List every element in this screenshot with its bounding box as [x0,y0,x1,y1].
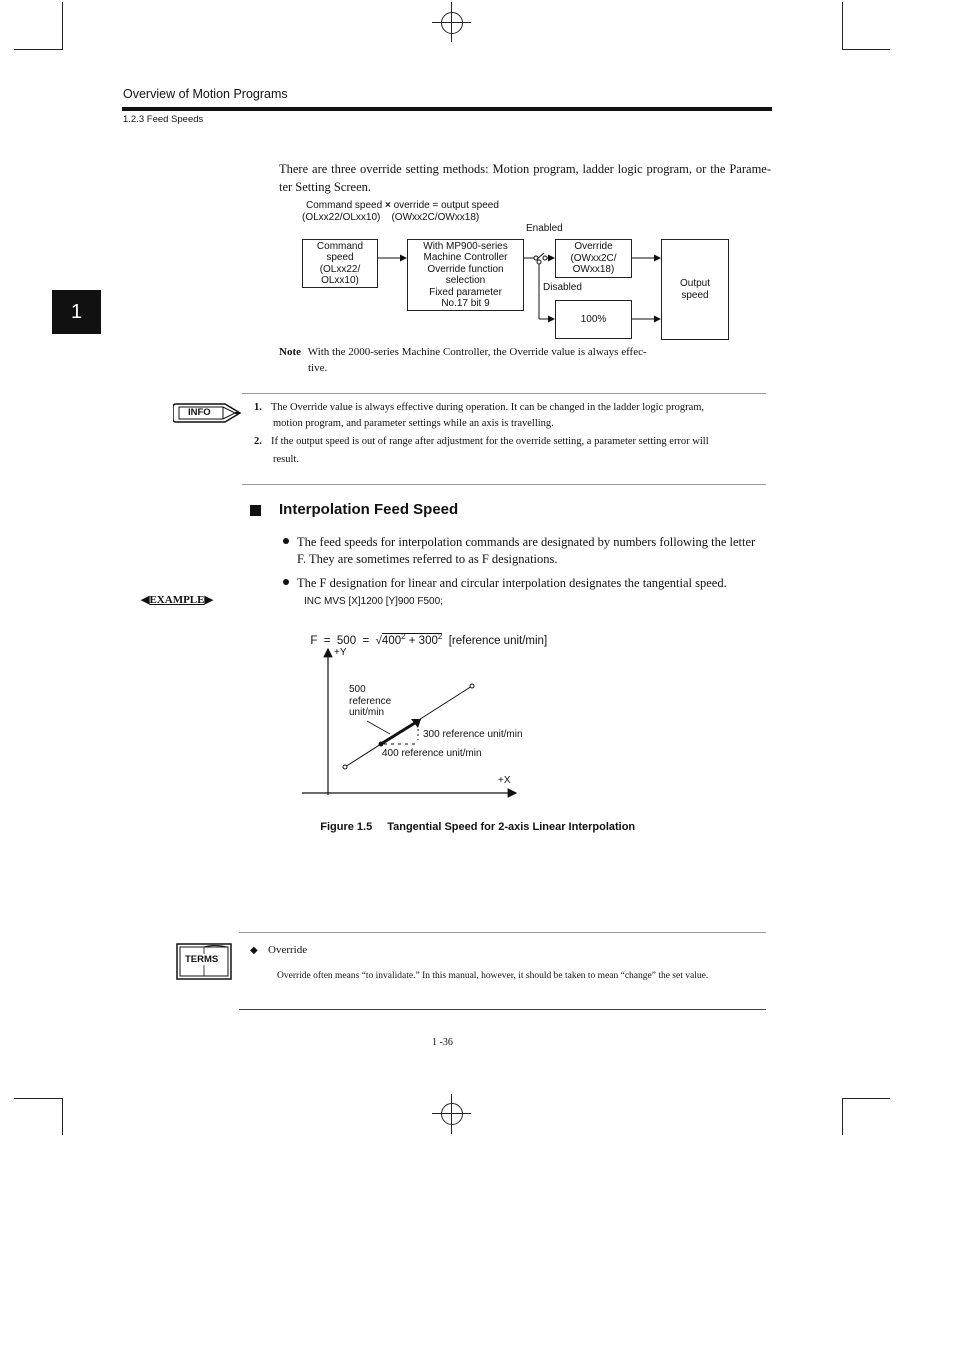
info-item-1: 1. The Override value is always effective during operation. It can be changed in the ladder logic program, motion program, and parameter settings while an axis is travelling. [254,402,705,429]
example-label: EXAMPLE [149,594,205,606]
terms-icon [176,943,232,986]
diamond-icon: ◆ [250,945,258,956]
box-command-speed: Command speed (OLxx22/ OLxx10) [302,239,378,288]
example-code: INC MVS [X]1200 [Y]900 F500; [304,596,443,607]
header-title: Overview of Motion Programs [123,87,288,101]
terms-title: Override [268,944,308,956]
box-mp900-selection: With MP900-series Machine Controller Override function selection Fixed parameter No.17 bit 9 [407,239,524,311]
terms-bottom-rule [239,1009,766,1010]
terms-icon-label: TERMS [185,954,219,965]
diagram-formula-line1: Command speed × override = output speed [306,200,499,211]
label-500: 500 reference unit/min [349,684,392,718]
triangle-right-icon: ▶ [204,594,213,606]
terms-text: Override often means “to invalidate.” In this manual, however, it should be taken to mean “change” the set value. [277,971,709,981]
info-icon-label: INFO [188,407,211,418]
sqrt-sign: √ [375,634,382,647]
bullet-1-line1: The feed speeds for interpolation commands are designated by numbers following the letter [297,535,756,549]
note-text-line1: With the 2000-series Machine Controller, the Override value is always effec- [307,346,647,358]
note-label: Note [279,346,301,358]
box-100-percent: 100% [555,300,632,339]
axis-y-label: +Y [334,647,347,658]
box-override: Override (OWxx2C/ OWxx18) [555,239,632,278]
page-number: 1 -36 [432,1037,453,1048]
enabled-label: Enabled [526,223,563,234]
times-symbol: × [384,200,391,211]
diagram-formula-line2: (OLxx22/OLxx10) (OWxx2C/OWxx18) [302,212,480,223]
label-400: 400 reference unit/min [382,748,482,759]
info-item-2: 2. If the output speed is out of range after adjustment for the override setting, a parameter setting error will result. [254,436,709,465]
bullet-1-line2: F. They are sometimes referred to as F designations. [297,552,558,566]
axis-x-label: +X [498,775,511,786]
section-heading: Interpolation Feed Speed [279,501,459,518]
sqrt-body: $400^2 + 300^2$ [381,632,443,647]
figure-caption: Figure 1.5 Tangential Speed for 2-axis Linear Interpolation [320,821,636,833]
box-output-speed: Output speed [661,239,729,340]
label-300: 300 reference unit/min [423,729,523,740]
bullet-2: The F designation for linear and circular interpolation designates the tangential speed. [297,576,727,590]
terms-top-rule [239,932,766,933]
disabled-label: Disabled [543,282,582,293]
example-formula: $F = 500 = √400^2 + 300^2$ [reference unit/min] [310,632,548,647]
note-text-line2: tive. [308,362,328,374]
header-section: 1.2.3 Feed Speeds [123,114,204,125]
triangle-left-icon: ◀ [141,594,150,606]
intro-paragraph: There are three override setting methods: Motion program, ladder logic program, or the Parame- ter Setting Screen. [279,162,771,194]
chapter-number: 1 [70,300,83,323]
